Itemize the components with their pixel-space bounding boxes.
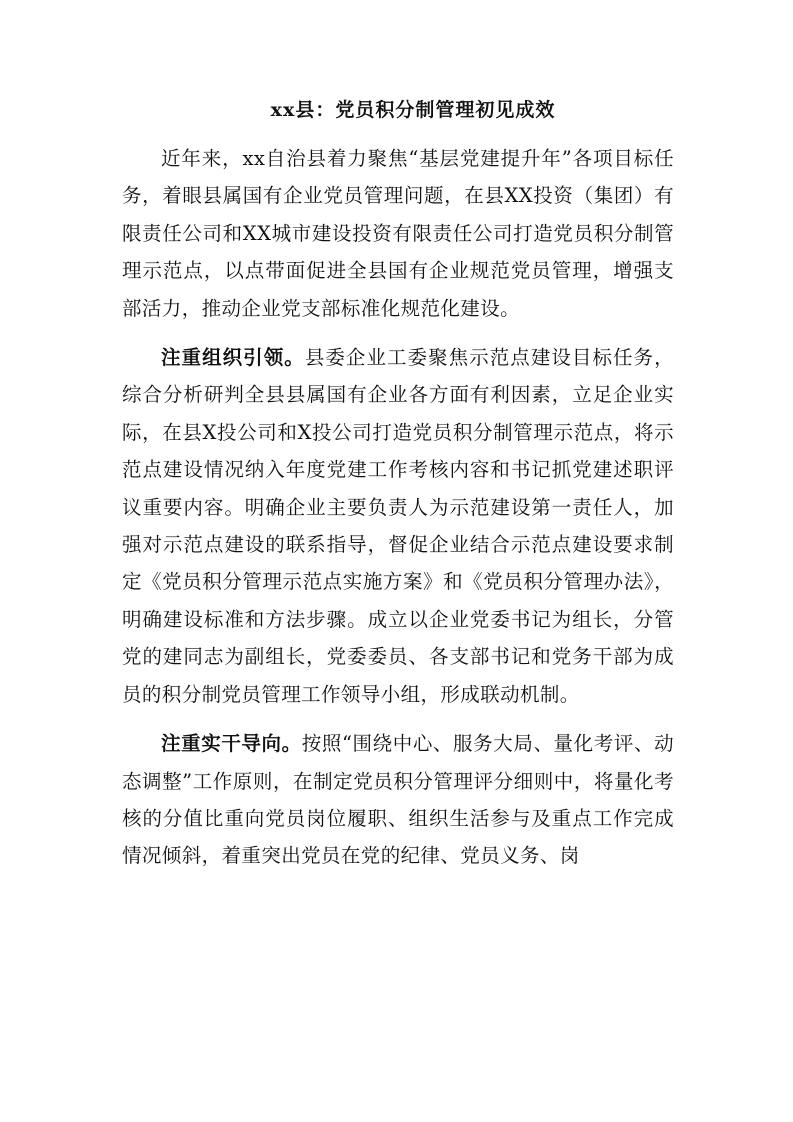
paragraph-text: 县委企业工委聚焦示范点建设目标任务，综合分析研判全县县属国有企业各方面有利因素，立足企业实际，在县X投公司和X投公司打造党员积分制管理示范点，将示范点建设情况纳入年度党建工作考核内容和书记抓党建述职评议重要内容。明确企业主要负责人为示范建设第一责任人，加强对示范点建设的联系指导，督促企业结合示范点建设要求制定《党员积分管理示范点实施方案》和《党员积分管理办法》，明确建设标准和方法步骤。成立以企业党委书记为组长，分管党的建同志为副组长，党委委员、各支部书记和党务干部为成员的积分制党员管理工作领导小组，形成联动机制。	[122, 346, 674, 706]
paragraph-text: 近年来，xx自治县着力聚焦“基层党建提升年”各项目标任务，着眼县属国有企业党员管理问题，在县XX投资（集团）有限责任公司和XX城市建设投资有限责任公司打造党员积分制管理示范点，以点带面促进全县国有企业规范党员管理，增强支部活力，推动企业党支部标准化规范化建设。	[122, 147, 674, 320]
paragraph-text: 按照“围绕中心、服务大局、量化考评、动态调整”工作原则，在制定党员积分管理评分细则中，将量化考核的分值比重向党员岗位履职、组织生活参与及重点工作完成情况倾斜，着重突出党员在党的纪律、党员义务、岗	[122, 732, 674, 868]
document-page	[122, 96, 674, 887]
document-title: xx县：党员积分制管理初见成效	[270, 99, 556, 121]
paragraph-lead: 注重实干导向。	[161, 732, 302, 756]
paragraph-lead: 注重组织引领。	[161, 346, 305, 370]
paragraph-organization	[122, 339, 674, 713]
paragraph-practice	[122, 725, 674, 875]
paragraph-intro	[122, 140, 674, 327]
